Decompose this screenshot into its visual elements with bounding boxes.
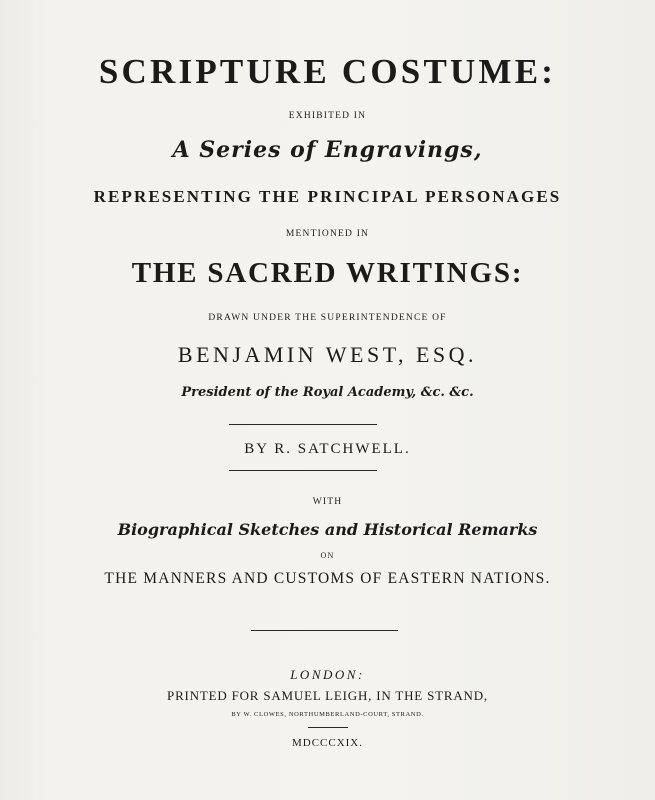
series-of-engravings-text: A Series of Engravings, xyxy=(172,137,483,163)
imprint-publisher: PRINTED FOR SAMUEL LEIGH, IN THE STRAND, xyxy=(167,688,488,703)
mentioned-in-text: MENTIONED IN xyxy=(285,229,370,239)
divider-rule xyxy=(251,630,398,631)
imprint-date: MDCCCXIX. xyxy=(291,737,364,749)
divider-rule xyxy=(229,424,377,425)
sacred-writings-heading: THE SACRED WRITINGS: xyxy=(131,257,524,289)
author-line: BY R. SATCHWELL. xyxy=(244,441,411,457)
imprint-printer: BY W. CLOWES, NORTHUMBERLAND-COURT, STRAND. xyxy=(231,711,424,718)
main-title: SCRIPTURE COSTUME: xyxy=(98,52,557,91)
representing-text: REPRESENTING THE PRINCIPAL PERSONAGES xyxy=(93,187,562,206)
manners-customs-text: THE MANNERS AND CUSTOMS OF EASTERN NATIONS. xyxy=(104,570,551,587)
divider-rule xyxy=(308,727,348,728)
biographical-sketches-text: Biographical Sketches and Historical Remarks xyxy=(117,520,538,539)
president-royal-academy-text: President of the Royal Academy, &c. &c. xyxy=(181,385,474,400)
on-text: ON xyxy=(320,551,335,560)
benjamin-west-name: BENJAMIN WEST, ESQ. xyxy=(177,342,478,367)
with-text: WITH xyxy=(312,497,343,507)
drawn-under-text: DRAWN UNDER THE SUPERINTENDENCE OF xyxy=(208,313,447,323)
exhibited-in-text: EXHIBITED IN xyxy=(288,111,367,121)
divider-rule xyxy=(229,470,377,471)
imprint-city: LONDON: xyxy=(290,667,365,682)
